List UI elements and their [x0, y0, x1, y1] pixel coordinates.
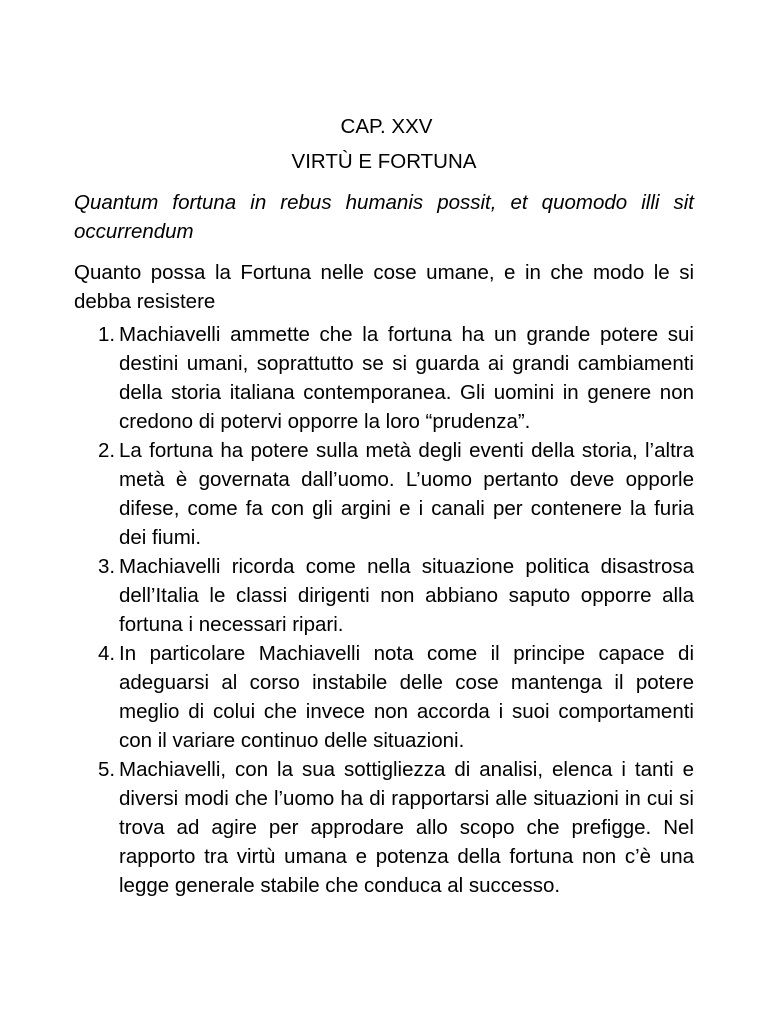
summary-list [74, 320, 694, 900]
list-item-text: Machiavelli ammette che la fortuna ha un grande potere sui destini umani, soprattutto se si guarda ai grandi cambiamenti della storia italiana contemporanea. Gli uomini in genere non credono di potervi opporre la loro “prudenza”. [119, 323, 694, 433]
list-item [74, 320, 694, 436]
latin-subtitle: Quantum fortuna in rebus humanis possit, et quomodo illi sit occurrendum [74, 191, 694, 243]
italian-subtitle: Quanto possa la Fortuna nelle cose umane, e in che modo le si debba resistere [74, 261, 694, 313]
list-item-number: 3. [98, 555, 116, 578]
list-item-text: Machiavelli, con la sua sottigliezza di analisi, elenca i tanti e diversi modi che l’uomo ha di rapportarsi alle situazioni in cui si trova ad agire per approdare allo scopo che prefigge. Nel rapporto tra virtù umana e potenza della fortuna non c’è una legge generale stabile che conduca al successo. [119, 758, 694, 897]
document-page [74, 112, 694, 900]
list-item-text: Machiavelli ricorda come nella situazione politica disastrosa dell’Italia le classi dirigenti non abbiano saputo opporre alla fortuna i necessari ripari. [119, 555, 694, 636]
list-item [74, 639, 694, 755]
list-item [74, 436, 694, 552]
chapter-number: CAP. XXV [340, 115, 433, 138]
list-item-text: La fortuna ha potere sulla metà degli eventi della storia, l’altra metà è governata dall’uomo. L’uomo pertanto deve opporle difese, come fa con gli argini e i canali per contenere la furia dei fiumi. [119, 439, 694, 549]
list-item-number: 4. [98, 642, 116, 665]
list-item-number: 5. [98, 758, 116, 781]
list-item-number: 1. [98, 323, 116, 346]
list-item-text: In particolare Machiavelli nota come il principe capace di adeguarsi al corso instabile delle cose mantenga il potere meglio di colui che invece non accorda i suoi comportamenti con il variare continuo delle situazioni. [119, 642, 694, 752]
list-item [74, 552, 694, 639]
list-item-number: 2. [98, 439, 116, 462]
list-item [74, 755, 694, 900]
chapter-title: VIRTÙ E FORTUNA [291, 150, 477, 173]
